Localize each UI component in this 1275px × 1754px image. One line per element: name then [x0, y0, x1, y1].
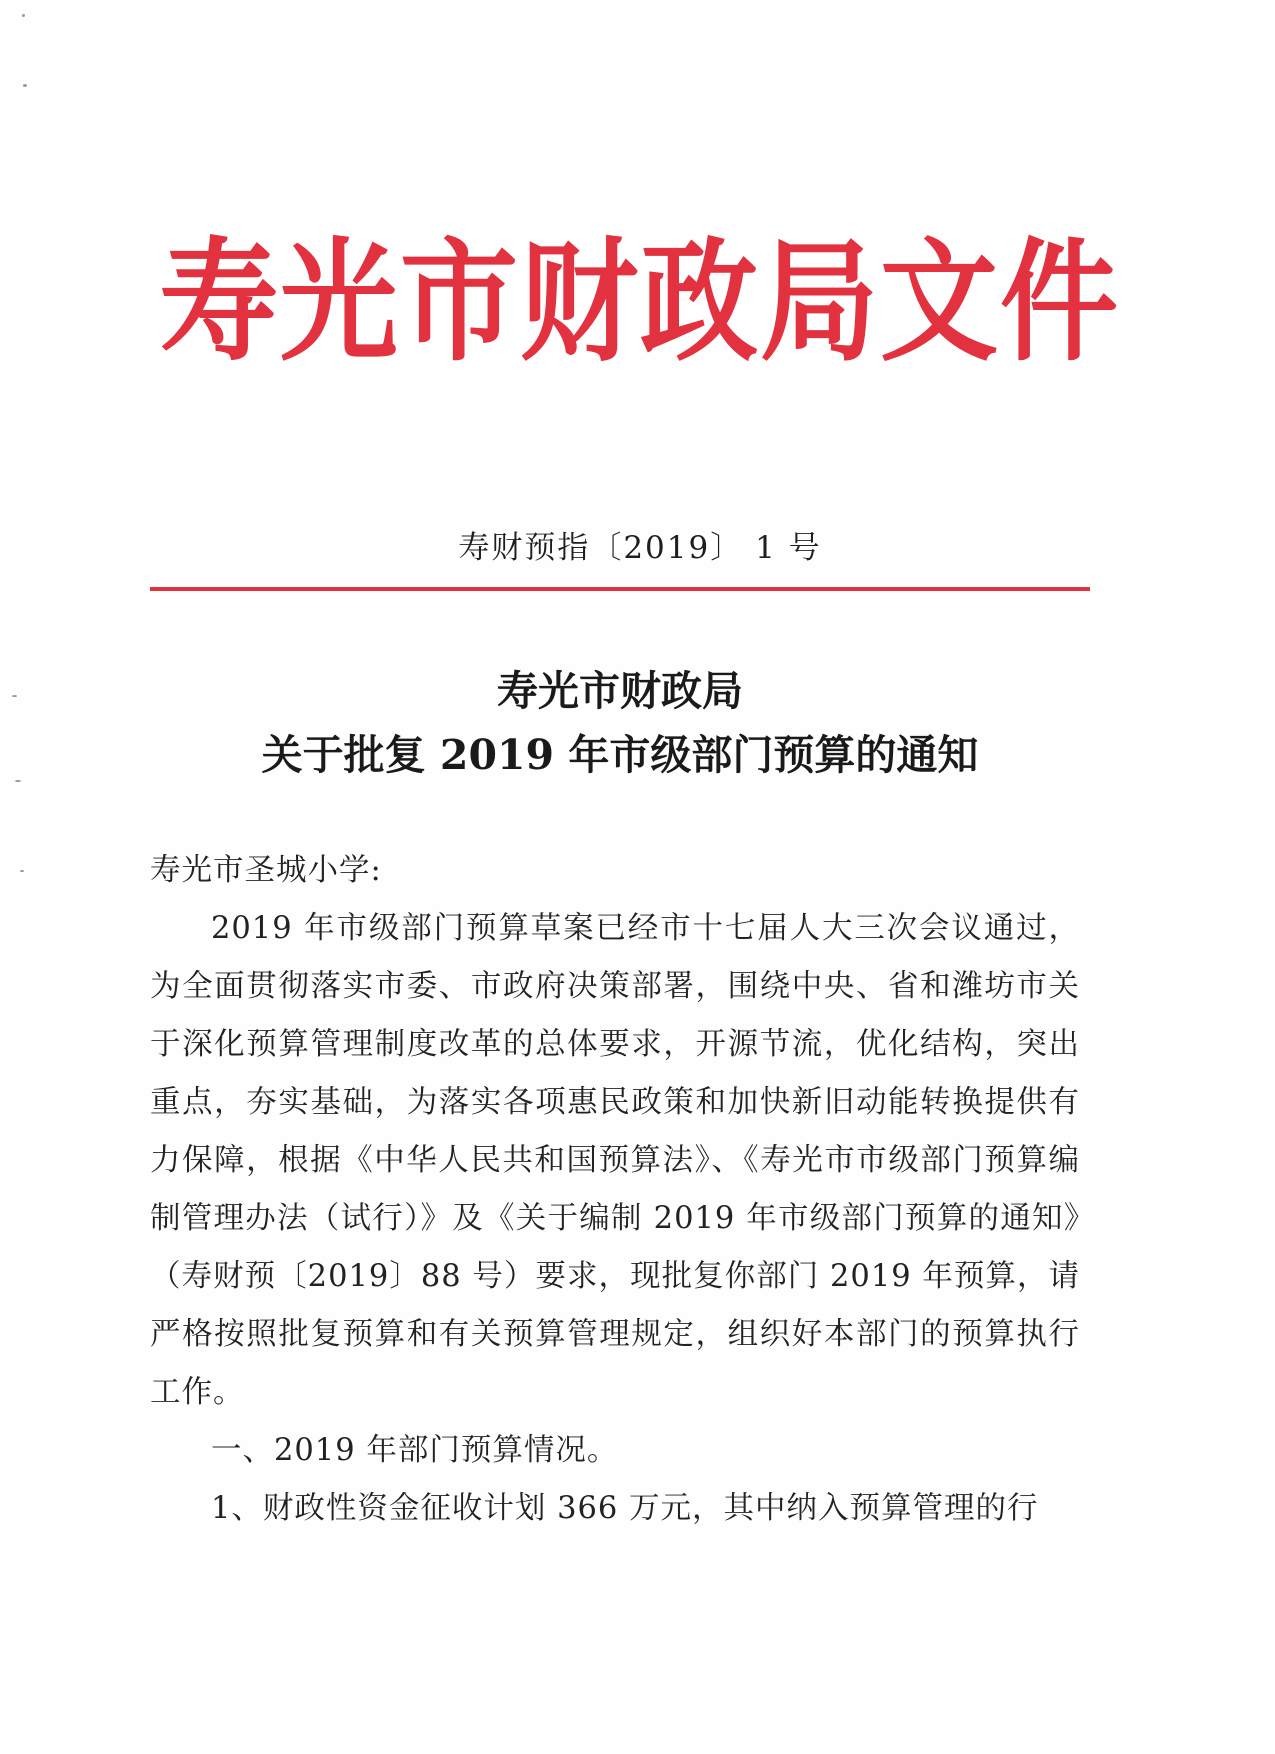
scan-speck	[22, 14, 25, 17]
scan-speck	[15, 780, 21, 782]
document-number: 寿财预指〔2019〕 1 号	[458, 530, 822, 566]
scan-speck	[23, 84, 27, 87]
list-item: 1、财政性资金征收计划 366 万元，其中纳入预算管理的行	[211, 1491, 1039, 1526]
section-heading: 一、2019 年部门预算情况。	[211, 1433, 619, 1468]
notice-title-line1: 寿光市财政局	[497, 667, 743, 715]
body-paragraph: 2019 年市级部门预算草案已经市十七届人大三次会议通过，为全面贯彻落实市委、市政府决策部署，围绕中央、省和潍坊市关于深化预算管理制度改革的总体要求，开源节流，优化结构，突出重点，夯实基础，为落实各项惠民政策和加快新旧动能转换提供有力保障，根据《中华人民共和国预算法》、《寿光市市级部门预算编制管理办法（试行）》及《关于编制 2019 年市级部门预算的通知》（寿财预〔2019〕88 号）要求，现批复你部门 2019 年预算，请严格按照批复预算和有关预算管理规定，组织好本部门的预算执行工作。	[150, 911, 1080, 1410]
scan-speck	[20, 870, 24, 872]
document-body	[150, 842, 1080, 1538]
document-header-title: 寿光市财政局文件	[159, 223, 1120, 380]
scan-speck	[12, 695, 17, 697]
salutation: 寿光市圣城小学:	[150, 853, 382, 888]
header-red-rule	[150, 587, 1090, 591]
notice-title-line2: 关于批复 2019 年市级部门预算的通知	[261, 731, 979, 779]
